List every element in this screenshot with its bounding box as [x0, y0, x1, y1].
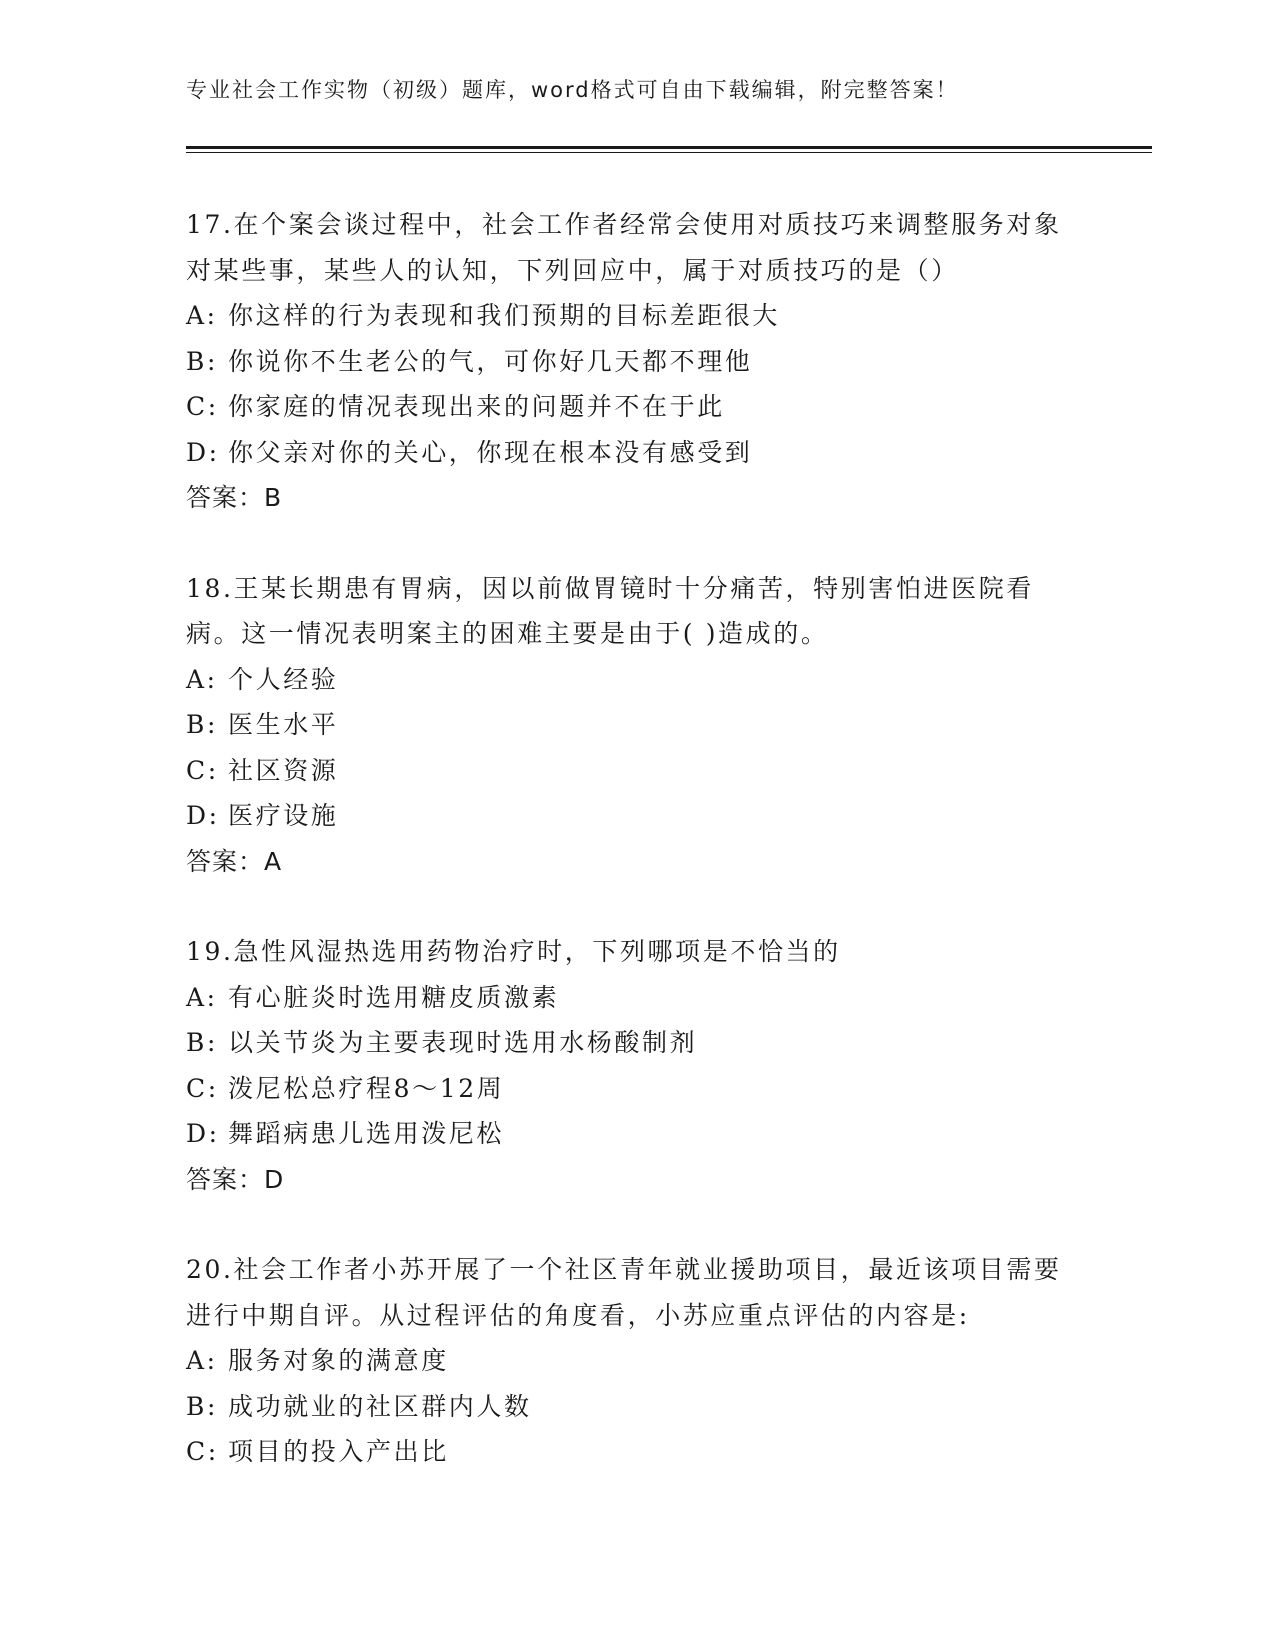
option-d	[186, 793, 1086, 839]
option-text: 泼尼松总疗程8～12周	[228, 1073, 505, 1103]
option-letter: B:	[186, 346, 218, 376]
option-a	[186, 657, 1086, 703]
option-text: 你家庭的情况表现出来的问题并不在于此	[228, 392, 725, 421]
option-letter: A:	[186, 301, 218, 330]
option-b	[186, 1384, 1086, 1430]
option-text: 医疗设施	[228, 801, 339, 830]
question-18	[186, 566, 1086, 885]
option-letter: C:	[186, 1437, 219, 1466]
option-letter: B:	[186, 1028, 218, 1057]
answer-line	[186, 1157, 1086, 1203]
option-letter: D:	[186, 801, 220, 830]
option-text: 个人经验	[228, 664, 339, 694]
answer-label: 答案：	[186, 846, 265, 876]
option-c	[186, 1066, 1086, 1112]
answer-value: D	[264, 1164, 285, 1194]
option-text: 成功就业的社区群内人数	[228, 1391, 532, 1421]
option-c	[186, 384, 1086, 430]
answer-line	[186, 839, 1086, 885]
option-d	[186, 1111, 1086, 1157]
option-b	[186, 1020, 1086, 1066]
option-text: 舞蹈病患儿选用泼尼松	[228, 1119, 505, 1148]
question-text: 20.社会工作者小苏开展了一个社区青年就业援助项目，最近该项目需要进行中期自评。从过程评估的角度看，小苏应重点评估的内容是:	[186, 1255, 1062, 1330]
option-text: 以关节炎为主要表现时选用水杨酸制剂	[228, 1028, 698, 1057]
option-letter: B:	[186, 710, 218, 739]
option-letter: C:	[186, 755, 219, 785]
option-text: 你父亲对你的关心，你现在根本没有感受到	[228, 437, 753, 467]
question-list	[186, 202, 1086, 1520]
option-text: 项目的投入产出比	[228, 1437, 449, 1466]
answer-line	[186, 475, 1086, 521]
answer-value: B	[264, 483, 283, 512]
question-19	[186, 929, 1086, 1202]
question-text: 19.急性风湿热选用药物治疗时，下列哪项是不恰当的	[186, 937, 841, 966]
option-c	[186, 748, 1086, 794]
question-17	[186, 202, 1086, 521]
option-letter: D:	[186, 437, 220, 467]
option-b	[186, 339, 1086, 385]
option-letter: A:	[186, 1346, 218, 1375]
question-text: 18.王某长期患有胃病，因以前做胃镜时十分痛苦，特别害怕进医院看病。这一情况表明案主的困难主要是由于( )造成的。	[186, 573, 1034, 648]
answer-label: 答案：	[186, 483, 265, 512]
option-text: 社区资源	[228, 755, 339, 785]
option-letter: B:	[186, 1391, 218, 1421]
option-a	[186, 975, 1086, 1021]
option-letter: A:	[186, 664, 218, 694]
option-text: 你这样的行为表现和我们预期的目标差距很大	[228, 301, 781, 330]
option-a	[186, 293, 1086, 339]
question-text: 17.在个案会谈过程中，社会工作者经常会使用对质技巧来调整服务对象对某些事，某些人的认知，下列回应中，属于对质技巧的是（）	[186, 210, 1062, 285]
option-letter: C:	[186, 392, 219, 421]
question-20	[186, 1247, 1086, 1475]
option-b	[186, 702, 1086, 748]
option-text: 你说你不生老公的气，可你好几天都不理他	[228, 346, 753, 376]
page-header: 专业社会工作实物（初级）题库，word格式可自由下载编辑，附完整答案！	[186, 78, 959, 102]
option-letter: A:	[186, 982, 218, 1012]
option-text: 有心脏炎时选用糖皮质激素	[228, 982, 560, 1012]
answer-label: 答案：	[186, 1164, 265, 1194]
option-letter: D:	[186, 1119, 220, 1148]
answer-value: A	[264, 846, 283, 876]
header-rule-thin	[186, 152, 1152, 153]
option-letter: C:	[186, 1073, 219, 1103]
option-text: 服务对象的满意度	[228, 1346, 449, 1375]
option-d	[186, 430, 1086, 476]
option-a	[186, 1338, 1086, 1384]
header-rule-thick	[186, 146, 1152, 149]
option-c	[186, 1429, 1086, 1475]
option-text: 医生水平	[228, 710, 339, 739]
